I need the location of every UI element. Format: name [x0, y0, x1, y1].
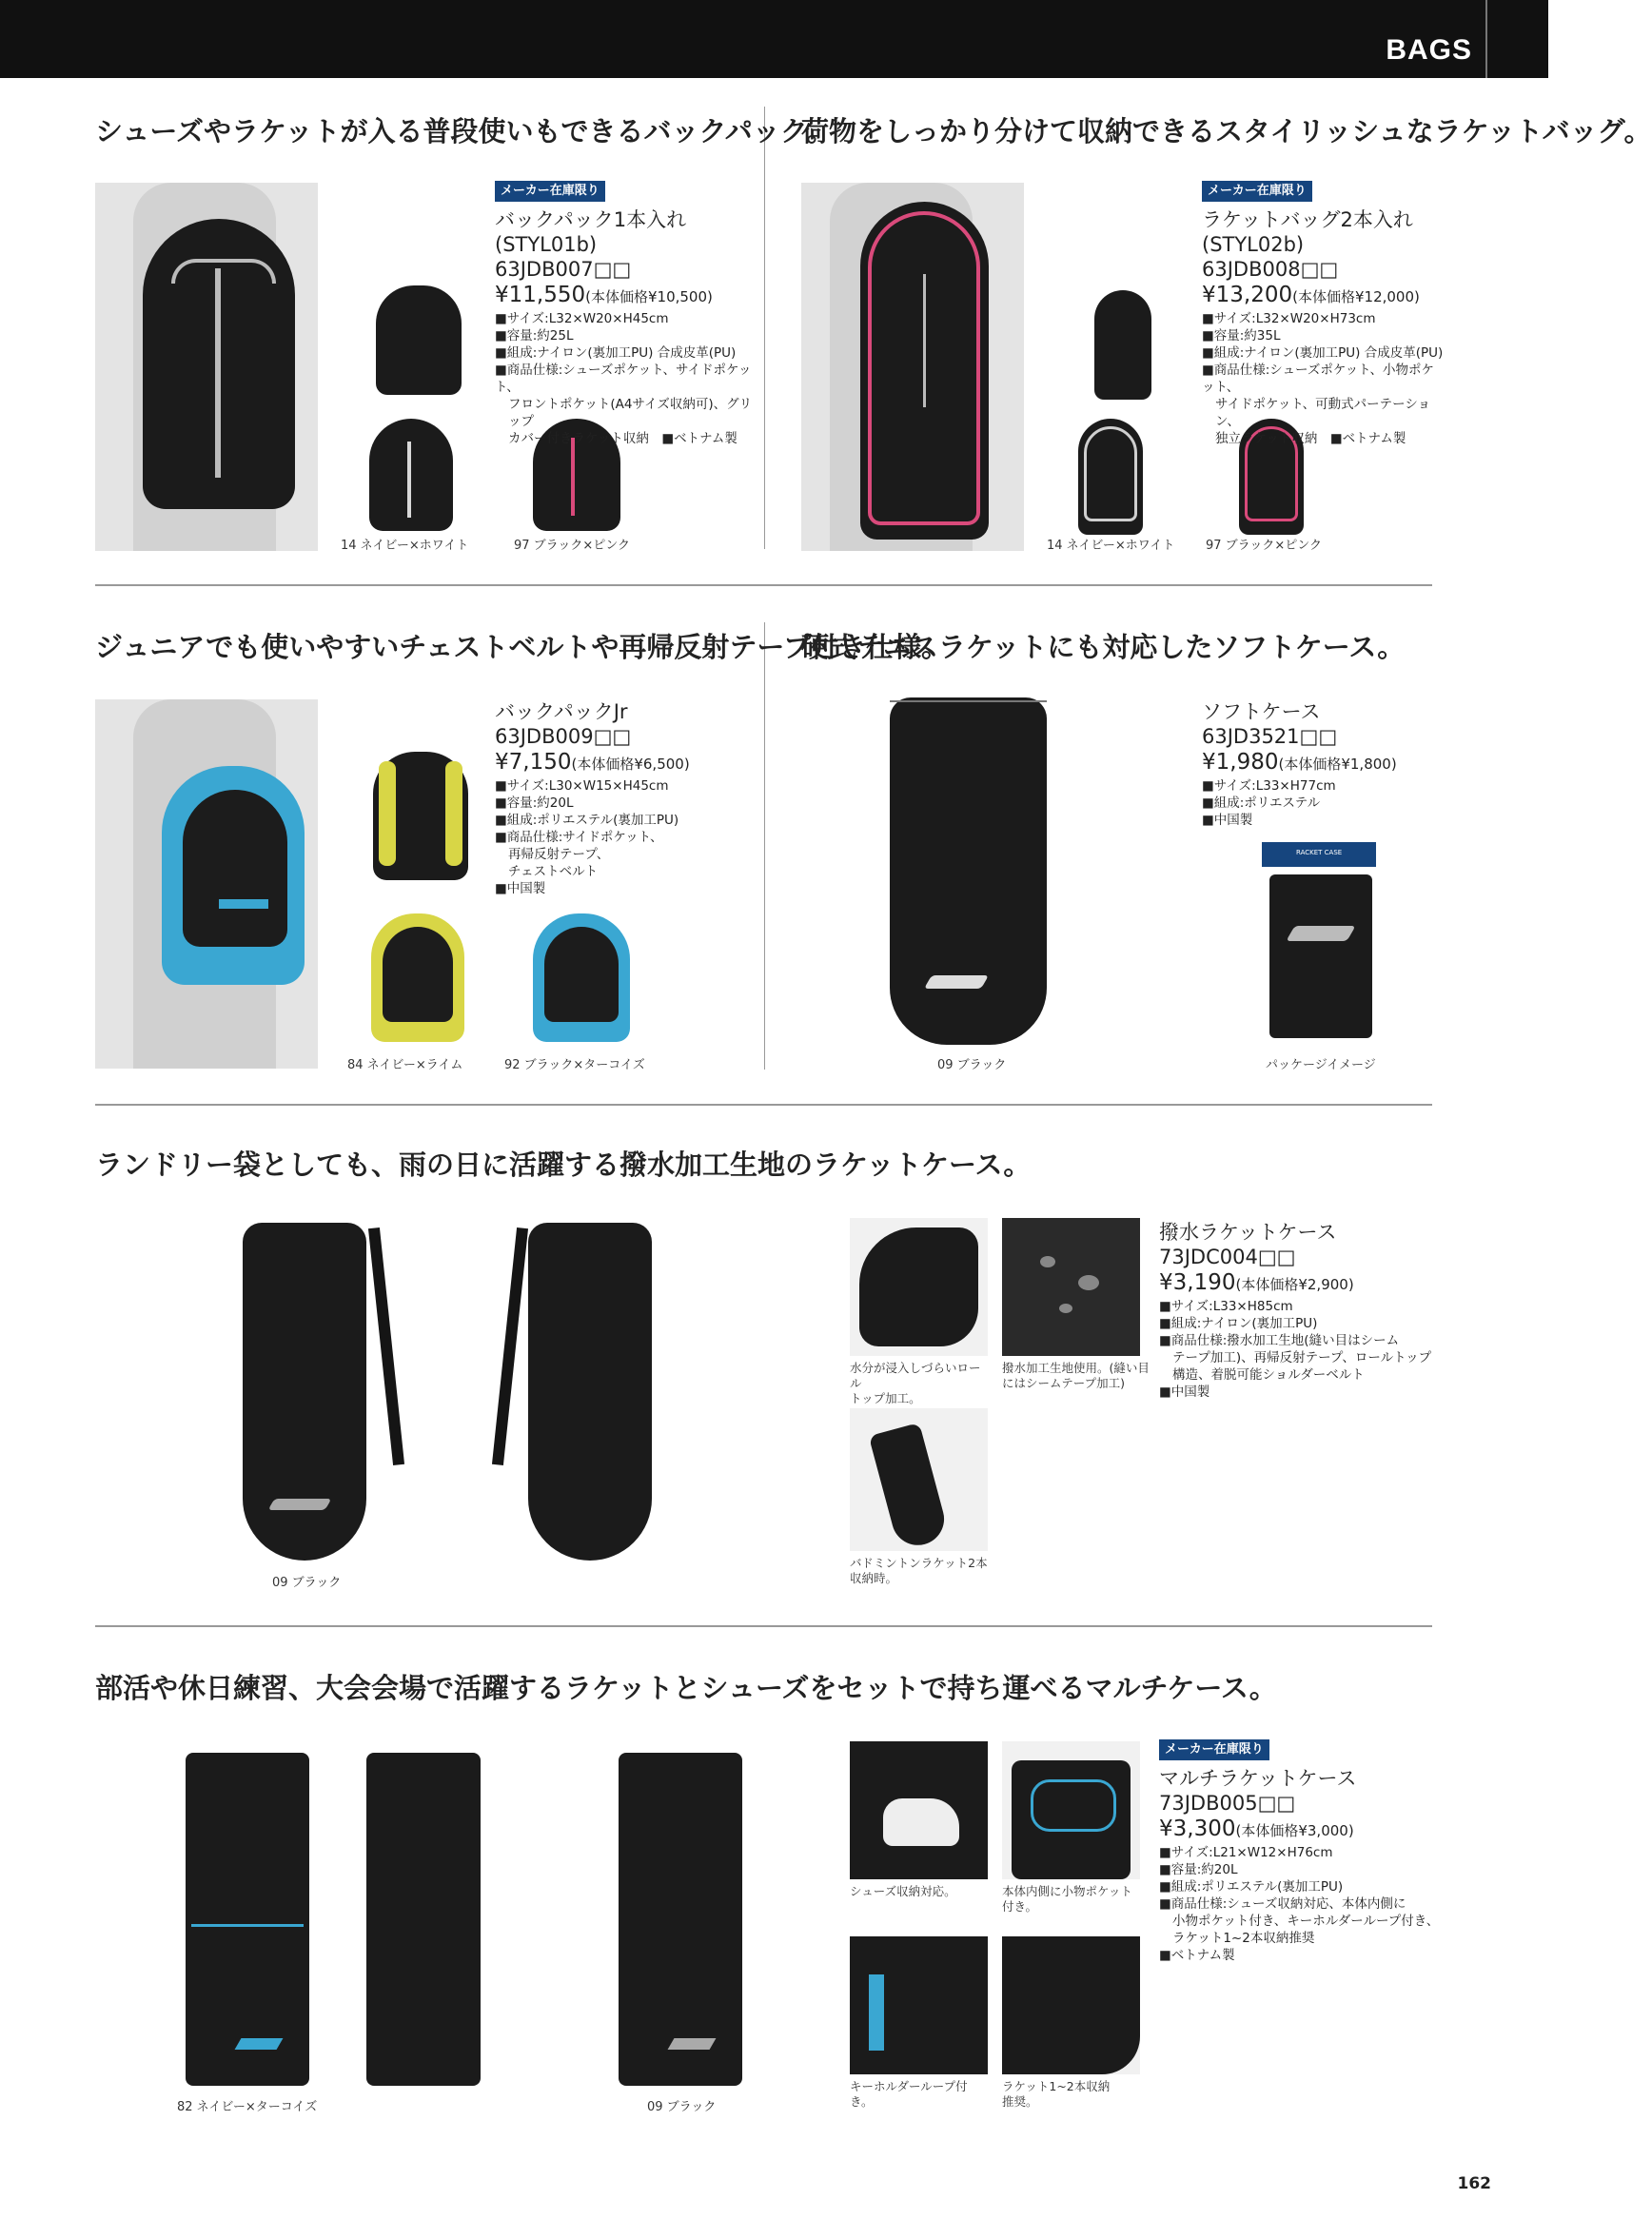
spec-line: ■商品仕様:シューズ収納対応、本体内側に — [1159, 1896, 1406, 1912]
product-info-b5 — [1159, 1220, 1445, 1401]
product-price: ¥3,300(本体価格¥3,000) — [1159, 1816, 1354, 1841]
detail-shoes-image — [850, 1741, 988, 1879]
spec-line: ■ベトナム製 — [1159, 1948, 1235, 1963]
product-subname: (STYL01b) — [495, 233, 598, 256]
junior-backpack-lime-image — [371, 913, 464, 1042]
color-caption-b6-1: 82 ネイビー×ターコイズ — [177, 2100, 318, 2114]
headline-b4: 硬式テニスラケットにも対応したソフトケース。 — [801, 631, 1406, 663]
spec-line: カバー付きラケット収納 ■ベトナム製 — [508, 431, 738, 446]
color-caption-b1-1: 14 ネイビー×ホワイト — [341, 539, 469, 553]
package-caption: パッケージイメージ — [1266, 1058, 1376, 1072]
stock-badge: メーカー在庫限り — [495, 181, 605, 202]
junior-backpack-turquoise-image — [533, 913, 630, 1042]
junior-backpack-back-image — [373, 752, 468, 880]
spec-line: ■容量:約35L — [1202, 328, 1281, 344]
section-divider-3 — [95, 1625, 1432, 1627]
top-banner — [0, 0, 1548, 78]
racket-bag-back-image — [1094, 290, 1151, 400]
section-divider-2 — [95, 1104, 1432, 1106]
color-caption-b6-2: 09 ブラック — [647, 2100, 717, 2114]
spec-line: サイドポケット、可動式パーテーション、 — [1215, 397, 1431, 429]
spec-line: ■サイズ:L30×W15×H45cm — [495, 778, 669, 794]
spec-line: ■組成:ポリエステル — [1202, 795, 1321, 811]
spec-line: ■容量:約20L — [495, 795, 574, 811]
page-number: 162 — [1457, 2174, 1491, 2193]
spec-line: ■サイズ:L32×W20×H45cm — [495, 311, 669, 326]
multi-case-navy-front-image — [186, 1753, 309, 2086]
detail-inner-pocket-image — [1002, 1741, 1140, 1879]
detail-caption-4: シューズ収納対応。 — [850, 1884, 956, 1898]
spec-line: ■中国製 — [495, 881, 546, 896]
product-code: 63JD3521□□ — [1202, 725, 1338, 748]
detail-caption-7: ラケット1~2本収納 推奨。 — [1002, 2079, 1111, 2109]
product-name: ラケットバッグ2本入れ — [1202, 208, 1413, 231]
section-label: BAGS — [1386, 34, 1472, 66]
water-repellent-case-back-image — [528, 1223, 652, 1561]
spec-line: ■商品仕様:撥水加工生地(縫い目はシーム — [1159, 1333, 1400, 1348]
product-price: ¥7,150(本体価格¥6,500) — [495, 750, 690, 775]
spec-line: ■商品仕様:サイドポケット、 — [495, 830, 663, 845]
product-price: ¥13,200(本体価格¥12,000) — [1202, 283, 1420, 307]
color-caption-b5: 09 ブラック — [272, 1576, 342, 1590]
spec-line: ■商品仕様:シューズポケット、サイドポケット、 — [495, 363, 752, 395]
headline-b1: シューズやラケットが入る普段使いもできるバックパック。 — [95, 115, 835, 147]
product-name: バックパック1本入れ — [495, 208, 687, 231]
spec-line: ■組成:ナイロン(裏加工PU) 合成皮革(PU) — [1202, 345, 1444, 361]
product-info-b6 — [1159, 1739, 1445, 1964]
soft-case-image — [890, 697, 1047, 1045]
column-divider-2 — [764, 622, 765, 1070]
product-info-b4 — [1202, 699, 1445, 829]
product-code: 63JDB007□□ — [495, 258, 632, 281]
spec-line: ■容量:約25L — [495, 328, 574, 344]
column-divider-1 — [764, 107, 765, 549]
multi-case-black-image — [619, 1753, 742, 2086]
stock-badge: メーカー在庫限り — [1202, 181, 1312, 202]
backpack-back-image — [376, 285, 462, 395]
product-code: 73JDB005□□ — [1159, 1792, 1296, 1815]
spec-line: ■中国製 — [1202, 813, 1253, 828]
detail-key-loop-image — [850, 1936, 988, 2074]
color-caption-b2-2: 97 ブラック×ピンク — [1206, 539, 1323, 553]
product-price: ¥3,190(本体価格¥2,900) — [1159, 1270, 1354, 1295]
product-code: 73JDC004□□ — [1159, 1246, 1296, 1268]
product-price: ¥1,980(本体価格¥1,800) — [1202, 750, 1397, 775]
spec-line: ■商品仕様:シューズポケット、小物ポケット、 — [1202, 363, 1434, 395]
product-info-b3 — [495, 699, 757, 897]
product-price: ¥11,550(本体価格¥10,500) — [495, 283, 713, 307]
package-image — [1262, 842, 1376, 1044]
color-caption-b1-2: 97 ブラック×ピンク — [514, 539, 631, 553]
color-caption-b4: 09 ブラック — [937, 1058, 1007, 1072]
detail-caption-5: 本体内側に小物ポケット 付き。 — [1002, 1884, 1132, 1914]
banner-divider — [1485, 0, 1487, 78]
section-divider-1 — [95, 584, 1432, 586]
spec-line: ■サイズ:L32×W20×H73cm — [1202, 311, 1376, 326]
spec-line: ■中国製 — [1159, 1384, 1210, 1400]
package-label: RACKET CASE — [1296, 849, 1343, 856]
detail-badminton-image — [850, 1408, 988, 1551]
spec-line: ■容量:約20L — [1159, 1862, 1238, 1877]
spec-line: ■組成:ナイロン(裏加工PU) — [1159, 1316, 1318, 1331]
water-repellent-case-front-image — [243, 1223, 366, 1561]
backpack-navy-white-image — [369, 419, 453, 531]
spec-line: 構造、着脱可能ショルダーベルト — [1172, 1367, 1365, 1383]
spec-line: ■組成:ナイロン(裏加工PU) 合成皮革(PU) — [495, 345, 737, 361]
model-photo-b2 — [801, 183, 1024, 551]
spec-line: ■サイズ:L33×H85cm — [1159, 1299, 1293, 1314]
product-code: 63JDB009□□ — [495, 725, 632, 748]
product-name: 撥水ラケットケース — [1159, 1221, 1337, 1244]
color-caption-b3-2: 92 ブラック×ターコイズ — [504, 1058, 645, 1072]
headline-b3: ジュニアでも使いやすいチェストベルトや再帰反射テープ付き仕様。 — [95, 631, 949, 663]
spec-line: 小物ポケット付き、キーホルダーループ付き、 — [1172, 1914, 1440, 1929]
spec-line: ラケット1~2本収納推奨 — [1172, 1931, 1315, 1946]
product-info-b1 — [495, 181, 757, 447]
spec-line: テープ加工)、再帰反射テープ、ロールトップ — [1172, 1350, 1432, 1365]
detail-caption-1: 水分が浸入しづらいロール トップ加工。 — [850, 1361, 981, 1405]
spec-line: ■サイズ:L33×H77cm — [1202, 778, 1336, 794]
detail-caption-2: 撥水加工生地使用。(縫い目 にはシームテープ加工) — [1002, 1361, 1150, 1390]
headline-b6: 部活や休日練習、大会会場で活躍するラケットとシューズをセットで持ち運べるマルチケース。 — [95, 1672, 1277, 1704]
spec-line: 独立ラケット収納 ■ベトナム製 — [1215, 431, 1406, 446]
model-photo-b1 — [95, 183, 318, 551]
stock-badge: メーカー在庫限り — [1159, 1739, 1269, 1760]
headline-b2: 荷物をしっかり分けて収納できるスタイリッシュなラケットバッグ。 — [801, 115, 1652, 147]
product-name: マルチラケットケース — [1159, 1767, 1357, 1790]
spec-line: ■組成:ポリエステル(裏加工PU) — [1159, 1879, 1344, 1895]
multi-case-navy-back-image — [366, 1753, 481, 2086]
detail-rolltop-image — [850, 1218, 988, 1356]
detail-fabric-image — [1002, 1218, 1140, 1356]
spec-line: チェストベルト — [508, 864, 599, 879]
spec-line: フロントポケット(A4サイズ収納可)、グリップ — [508, 397, 753, 429]
detail-caption-3: バドミントンラケット2本 収納時。 — [850, 1556, 988, 1585]
product-info-b2 — [1202, 181, 1445, 447]
detail-racket-capacity-image — [1002, 1936, 1140, 2074]
racket-bag-navy-white-image — [1078, 419, 1143, 535]
spec-line: ■組成:ポリエステル(裏加工PU) — [495, 813, 679, 828]
model-photo-b3 — [95, 699, 318, 1069]
detail-caption-6: キーホルダーループ付き。 — [850, 2079, 968, 2109]
headline-b5: ランドリー袋としても、雨の日に活躍する撥水加工生地のラケットケース。 — [95, 1149, 1032, 1181]
color-caption-b3-1: 84 ネイビー×ライム — [347, 1058, 463, 1072]
product-name: ソフトケース — [1202, 700, 1321, 723]
color-caption-b2-1: 14 ネイビー×ホワイト — [1047, 539, 1175, 553]
product-name: バックパックJr — [495, 700, 628, 723]
spec-line: ■サイズ:L21×W12×H76cm — [1159, 1845, 1333, 1860]
product-subname: (STYL02b) — [1202, 233, 1305, 256]
product-code: 63JDB008□□ — [1202, 258, 1339, 281]
spec-line: 再帰反射テープ、 — [508, 847, 610, 862]
